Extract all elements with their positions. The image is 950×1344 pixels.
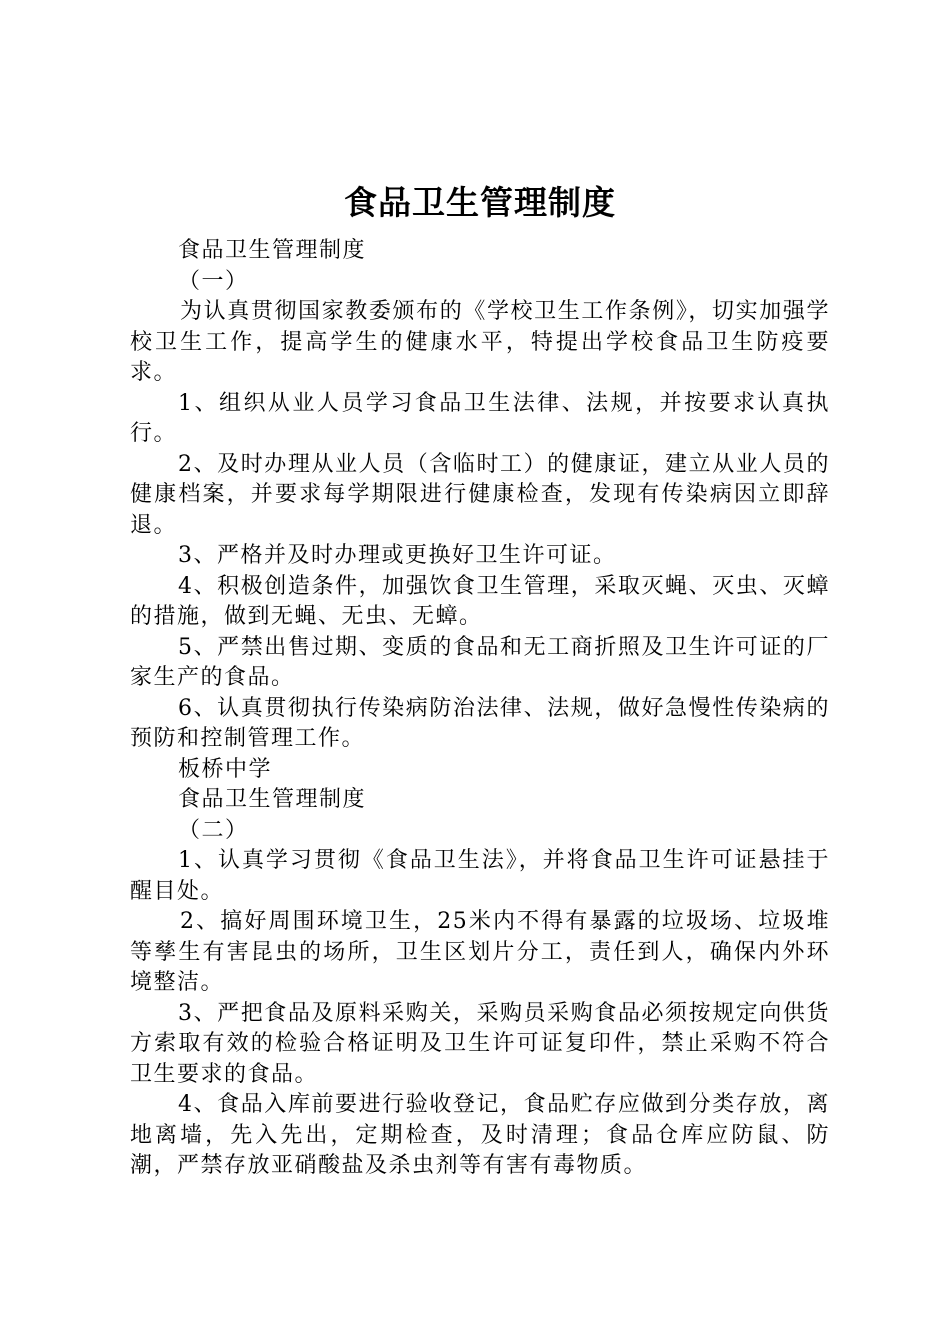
section-number: （二） bbox=[178, 817, 249, 843]
rule-item: 4、积极创造条件，加强饮食卫生管理，采取灭蝇、灭虫、灭蟑的措施，做到无蝇、无虫、无蟑。 bbox=[130, 573, 830, 629]
section-number: （一） bbox=[178, 268, 249, 294]
rule-item: 2、搞好周围环境卫生，25米内不得有暴露的垃圾场、垃圾堆等孳生有害昆虫的场所，卫生区划片分工，责任到人，确保内外环境整洁。 bbox=[130, 909, 830, 995]
rule-item: 3、严把食品及原料采购关，采购员采购食品必须按规定向供货方索取有效的检验合格证明及卫生许可证复印件，禁止采购不符合卫生要求的食品。 bbox=[130, 1000, 830, 1087]
section-heading: 食品卫生管理制度 bbox=[178, 787, 367, 812]
rule-item: 6、认真贯彻执行传染病防治法律、法规，做好急慢性传染病的预防和控制管理工作。 bbox=[130, 695, 830, 751]
school-name: 板桥中学 bbox=[178, 756, 273, 782]
rule-item: 3、严格并及时办理或更换好卫生许可证。 bbox=[178, 543, 617, 568]
rule-item: 2、及时办理从业人员（含临时工）的健康证，建立从业人员的健康档案，并要求每学期限进行健康检查，发现有传染病因立即辞退。 bbox=[130, 451, 830, 538]
document-title: 食品卫生管理制度 bbox=[344, 183, 616, 222]
rule-item: 5、严禁出售过期、变质的食品和无工商折照及卫生许可证的厂家生产的食品。 bbox=[130, 634, 830, 690]
document-page bbox=[130, 178, 830, 1182]
intro-paragraph: 为认真贯彻国家教委颁布的《学校卫生工作条例》，切实加强学校卫生工作，提高学生的健康水平，特提出学校食品卫生防疫要求。 bbox=[130, 299, 830, 385]
section-heading: 食品卫生管理制度 bbox=[178, 238, 367, 263]
rule-item: 1、组织从业人员学习食品卫生法律、法规，并按要求认真执行。 bbox=[130, 390, 830, 446]
rule-item: 1、认真学习贯彻《食品卫生法》，并将食品卫生许可证悬挂于醒目处。 bbox=[130, 848, 830, 904]
rule-item: 4、食品入库前要进行验收登记，食品贮存应做到分类存放，离地离墙，先入先出，定期检查，及时清理；食品仓库应防鼠、防潮，严禁存放亚硝酸盐及杀虫剂等有害有毒物质。 bbox=[130, 1092, 830, 1178]
